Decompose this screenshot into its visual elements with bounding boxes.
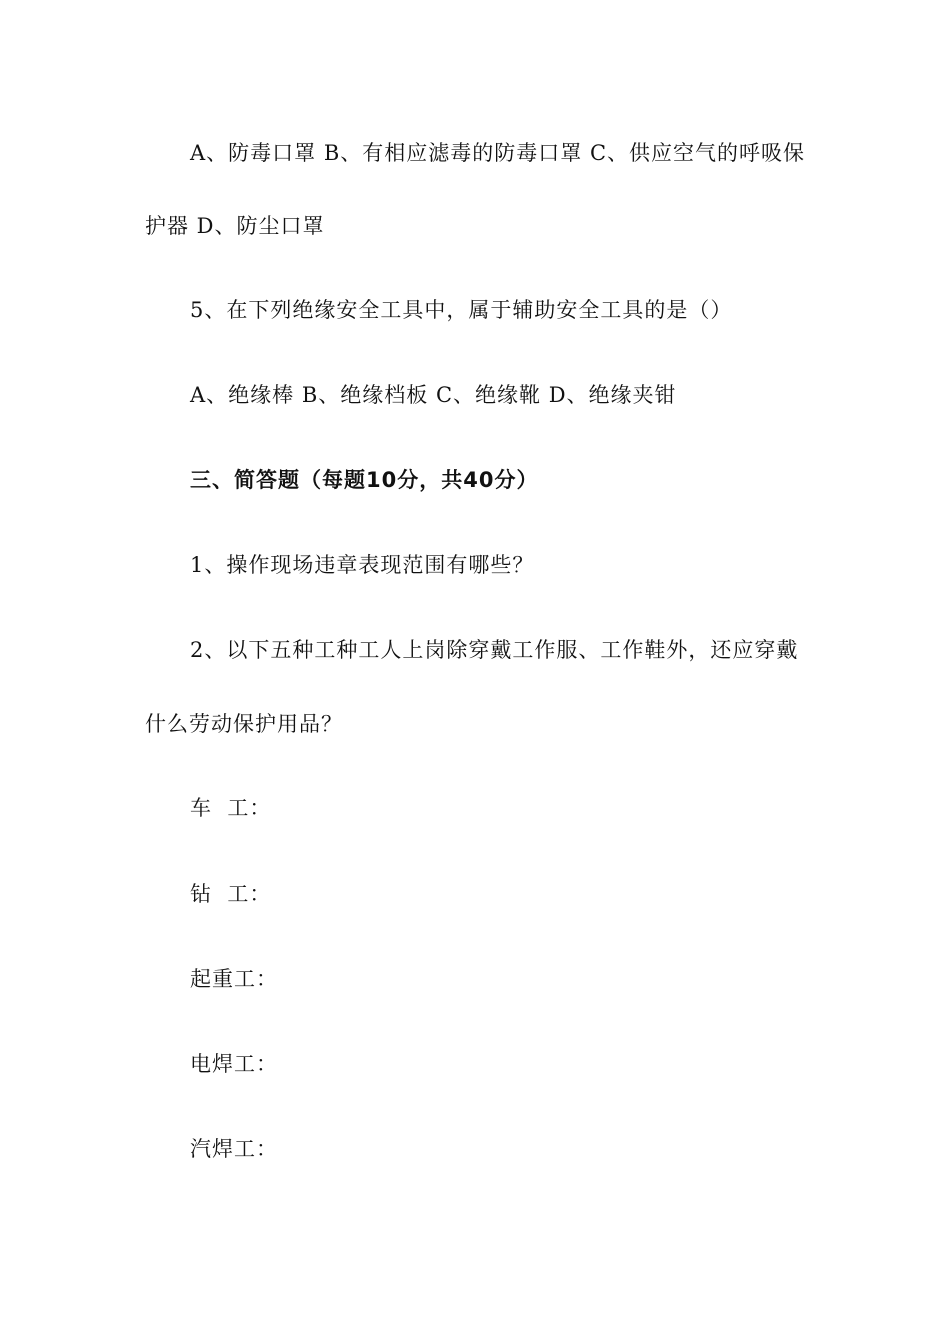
job-type-gas-welder: 汽焊工： bbox=[190, 1137, 278, 1161]
job-type-drill: 钻 工： bbox=[190, 882, 272, 906]
question-4-options-line-1: A、防毒口罩 B、有相应滤毒的防毒口罩 C、供应空气的呼吸保 bbox=[190, 141, 806, 165]
job-type-lathe: 车 工： bbox=[190, 796, 272, 820]
question-5-options: A、绝缘棒 B、绝缘档板 C、绝缘靴 D、绝缘夹钳 bbox=[190, 383, 677, 407]
short-answer-2-line-1: 2、以下五种工种工人上岗除穿戴工作服、工作鞋外，还应穿戴 bbox=[190, 638, 799, 662]
job-type-crane: 起重工： bbox=[190, 967, 278, 991]
short-answer-1: 1、操作现场违章表现范围有哪些？ bbox=[190, 553, 535, 577]
question-5-stem: 5、在下列绝缘安全工具中，属于辅助安全工具的是（） bbox=[190, 298, 733, 322]
section-3-heading: 三、简答题（每题10分，共40分） bbox=[190, 468, 539, 492]
question-4-options-line-2: 护器 D、防尘口罩 bbox=[145, 214, 325, 238]
job-type-electric-welder: 电焊工： bbox=[190, 1052, 278, 1076]
short-answer-2-line-2: 什么劳动保护用品？ bbox=[145, 712, 343, 736]
